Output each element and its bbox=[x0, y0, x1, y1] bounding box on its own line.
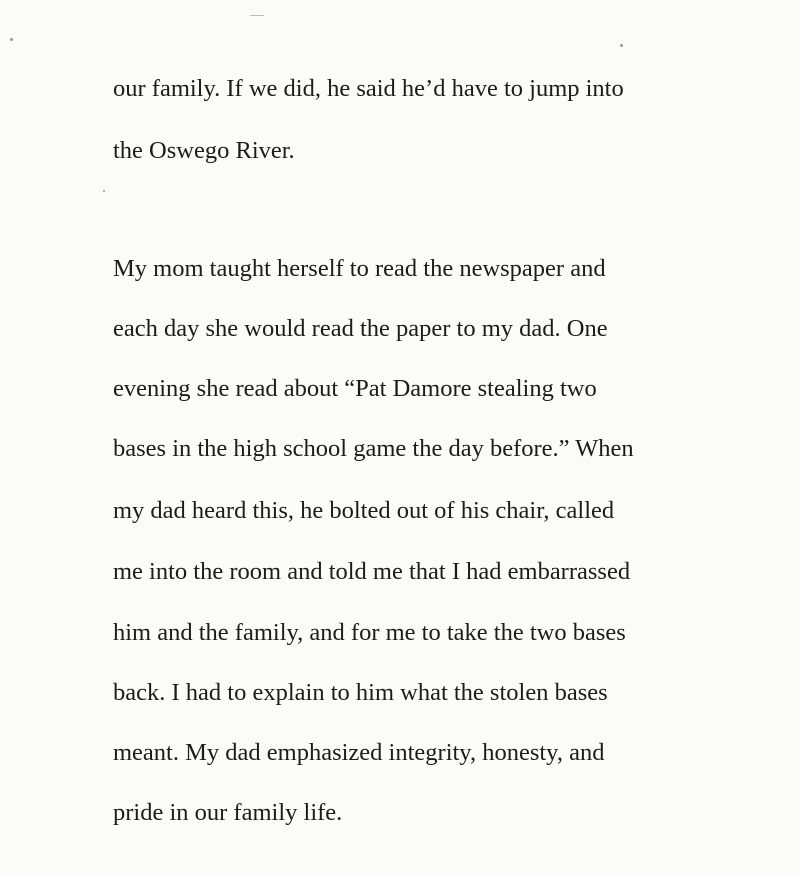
text-line: My mom taught herself to read the newspaper and bbox=[113, 255, 606, 282]
text-line: the Oswego River. bbox=[113, 137, 295, 164]
text-line: back. I had to explain to him what the stolen bases bbox=[113, 679, 608, 706]
text-line: him and the family, and for me to take the two bases bbox=[113, 619, 626, 646]
scan-speck bbox=[10, 38, 13, 41]
scan-speck bbox=[103, 190, 105, 192]
scan-speck bbox=[620, 44, 623, 47]
text-line: my dad heard this, he bolted out of his chair, called bbox=[113, 497, 615, 524]
text-line: pride in our family life. bbox=[113, 799, 343, 826]
text-line: me into the room and told me that I had embarrassed bbox=[113, 558, 631, 585]
scan-speck bbox=[250, 15, 264, 16]
text-line: meant. My dad emphasized integrity, honesty, and bbox=[113, 739, 605, 766]
text-line: each day she would read the paper to my dad. One bbox=[113, 315, 608, 342]
text-line: our family. If we did, he said he’d have to jump into bbox=[113, 75, 624, 102]
text-line: evening she read about “Pat Damore stealing two bbox=[113, 375, 597, 402]
text-line: bases in the high school game the day before.” When bbox=[113, 435, 634, 462]
